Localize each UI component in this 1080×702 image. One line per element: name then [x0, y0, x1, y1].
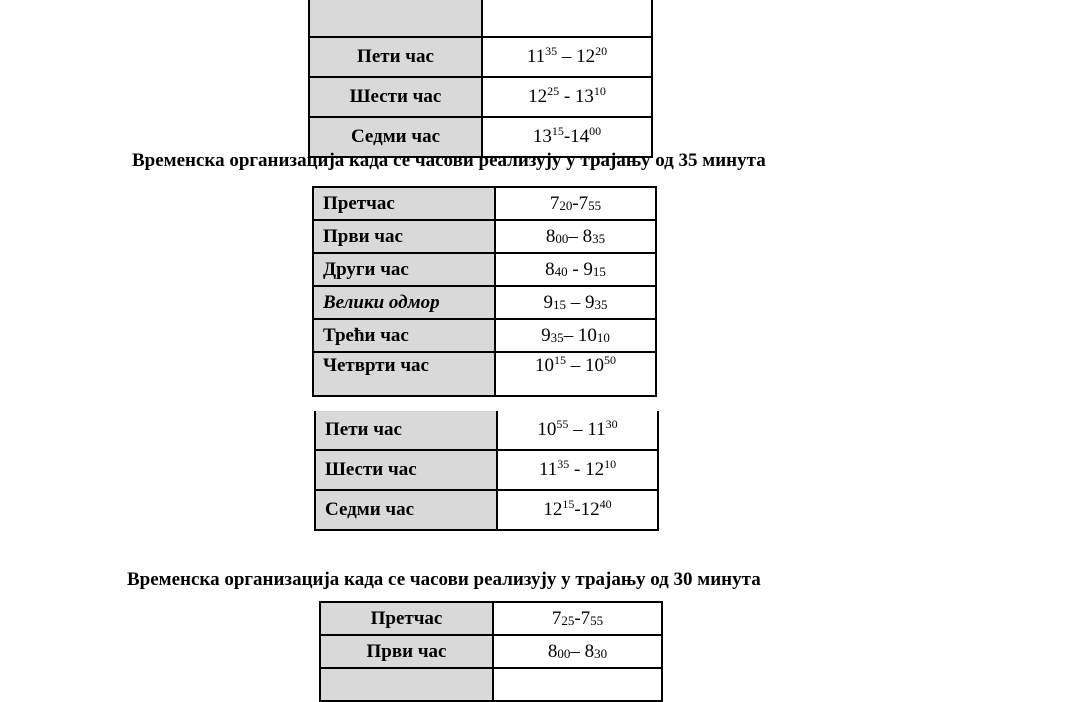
- schedule-table-45-continued: [308, 0, 653, 158]
- period-label: Претчас: [320, 602, 493, 635]
- section-heading-30-min: Временска организација када се часови реализују у трајању од 30 минута: [127, 569, 761, 590]
- period-time: $9_{15} - 9_{35}$: [495, 286, 656, 319]
- period-label: Четврти час: [313, 352, 495, 396]
- period-time: $10^{55} - 11^{30}$: [497, 411, 658, 450]
- table-row: [313, 286, 656, 319]
- period-label: Први час: [313, 220, 495, 253]
- period-time: $8_{00}-$ $8_{30}$: [493, 635, 662, 668]
- table-row: [320, 602, 662, 635]
- section-heading-35-min: Временска организација када се часови реализују у трајању од 35 минута: [132, 150, 766, 171]
- schedule-table-30: [319, 601, 663, 702]
- table-row: [315, 490, 658, 530]
- period-label: Претчас: [313, 187, 495, 220]
- period-time: $8_{40} - 9_{15}$: [495, 253, 656, 286]
- table-row: [315, 450, 658, 490]
- period-label: Трећи час: [313, 319, 495, 352]
- table-row: [309, 37, 652, 77]
- period-label: Шести час: [309, 77, 482, 117]
- period-time: $8_{00}-$ $8_{35}$: [495, 220, 656, 253]
- period-time: $12^{15}-12^{40}$: [497, 490, 658, 530]
- period-time: $13^{15}-14^{00}$: [482, 117, 652, 157]
- period-label: Други час: [313, 253, 495, 286]
- period-time: $7_{25}-7_{55}$: [493, 602, 662, 635]
- period-label: [309, 0, 482, 37]
- table-row: [309, 77, 652, 117]
- table-row: [320, 635, 662, 668]
- period-label: Пети час: [309, 37, 482, 77]
- period-time: [482, 0, 652, 37]
- period-label: Седми час: [315, 490, 497, 530]
- period-time: $7_{20}-7_{55}$: [495, 187, 656, 220]
- table-row: [315, 411, 658, 450]
- period-label: Пети час: [315, 411, 497, 450]
- table-row: [313, 352, 656, 396]
- table-row: [313, 220, 656, 253]
- period-time: $11^{35} - 12^{10}$: [497, 450, 658, 490]
- table-row: [313, 187, 656, 220]
- period-time: $10^{15} - 10^{50}$: [495, 352, 656, 396]
- period-label: Седми час: [309, 117, 482, 157]
- period-label: [320, 668, 493, 701]
- table-row: [320, 668, 662, 701]
- period-time: $9_{35}-$ $10_{10}$: [495, 319, 656, 352]
- table-row: [309, 0, 652, 37]
- period-label: Први час: [320, 635, 493, 668]
- period-time: [493, 668, 662, 701]
- table-row: [313, 253, 656, 286]
- period-label: Шести час: [315, 450, 497, 490]
- schedule-table-35-continued: [314, 411, 659, 531]
- period-time: $12^{25} - 13^{10}$: [482, 77, 652, 117]
- period-label: Велики одмор: [313, 286, 495, 319]
- period-time: $11^{35} - 12^{20}$: [482, 37, 652, 77]
- table-row: [313, 319, 656, 352]
- schedule-table-35: [312, 186, 657, 397]
